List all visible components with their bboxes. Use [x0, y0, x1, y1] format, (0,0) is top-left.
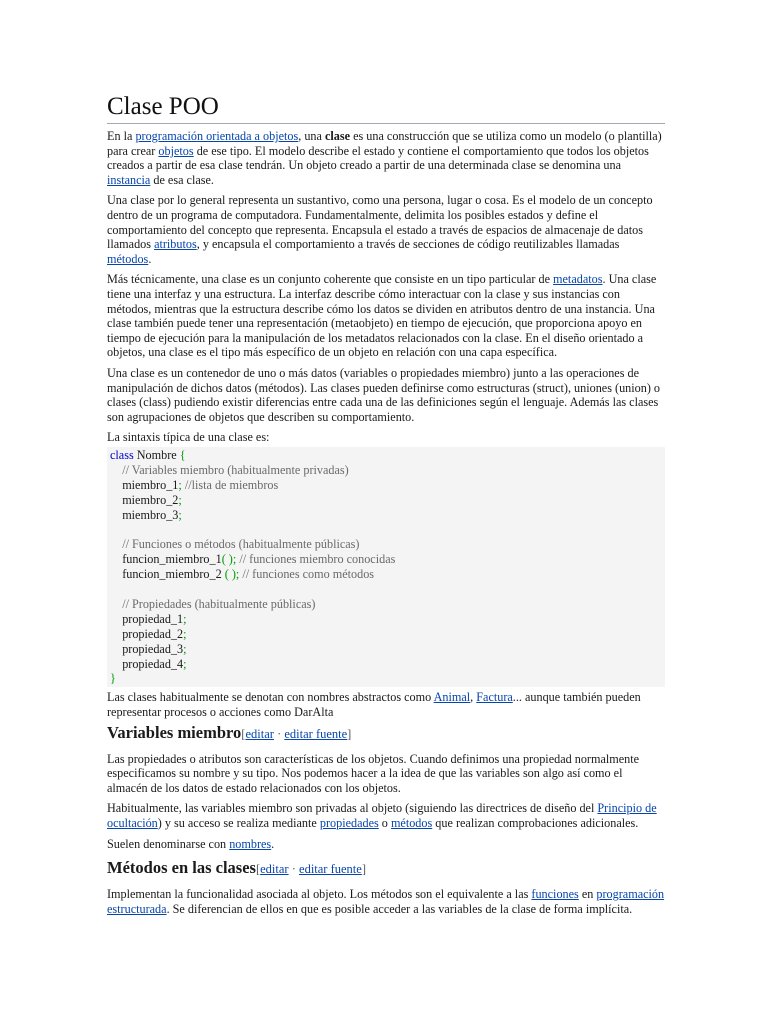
separator: ·: [273, 726, 285, 741]
text: o: [378, 815, 391, 830]
text: Implementan la funcionalidad asociada al objeto. Los métodos son el equivalente a las: [107, 887, 532, 902]
edit-link[interactable]: editar: [260, 862, 289, 877]
link-programacion-estructurada[interactable]: programación estructurada: [107, 887, 665, 916]
code-comment: // funciones como métodos: [239, 567, 375, 582]
text: .: [148, 251, 152, 266]
intro-paragraph: [107, 129, 665, 187]
text: . Se diferencian de ellos en que es posible acceder a las variables de la clase de forma implícita.: [166, 901, 633, 916]
code-text: funcion_miembro_1: [110, 552, 222, 567]
code-text: propiedad_2: [110, 626, 184, 641]
metodos-paragraph-1: [107, 887, 665, 916]
text: ) y su acceso se realiza mediante: [157, 815, 320, 830]
link-nombres[interactable]: nombres: [229, 836, 272, 851]
code-comment: //lista de miembros: [181, 477, 279, 492]
text: , una: [298, 129, 325, 143]
link-factura[interactable]: Factura: [476, 690, 513, 705]
bracket: ]: [347, 726, 352, 741]
code-text: funcion_miembro_2: [110, 567, 225, 582]
code-punct: ;: [178, 507, 182, 522]
link-atributos[interactable]: atributos: [154, 237, 197, 252]
variables-paragraph-1: Las propiedades o atributos son características de los objetos. Cuando definimos una propiedad normalmente especificamos su nombre y su tipo. Nos podemos hacer a la idea de que las variables son algo así como el almacén de los datos de estado relacionados con los objetos.: [107, 751, 640, 795]
bracket: ]: [361, 862, 366, 877]
link-objetos[interactable]: objetos: [158, 143, 194, 158]
edit-source-link[interactable]: editar fuente: [299, 862, 362, 877]
text: ,: [470, 690, 477, 705]
link-propiedades[interactable]: propiedades: [319, 815, 379, 830]
text: ... aunque también pueden representar procesos o acciones como DarAlta: [107, 690, 641, 719]
text: Las clases habitualmente se denotan con nombres abstractos como: [107, 690, 434, 705]
page-title: Clase POO: [107, 93, 219, 120]
paragraph-6: [107, 690, 665, 719]
variables-paragraph-2: [107, 801, 665, 830]
text: Suelen denominarse con: [107, 836, 230, 851]
article: [107, 92, 665, 922]
code-punct: ( );: [224, 567, 240, 582]
code-text: miembro_2: [110, 492, 179, 507]
paragraph-3: [107, 272, 665, 360]
text: En la: [107, 129, 136, 143]
code-punct: ( );: [221, 552, 237, 567]
variables-paragraph-3: [107, 837, 665, 852]
code-text: Nombre: [133, 447, 180, 462]
code-punct: ;: [178, 492, 182, 507]
text: Una clase por lo general representa un sustantivo, como una persona, lugar o cosa. Es el modelo de un concepto dentro de un programa de computadora. Fundamentalmente, delimita los posibles estados y define el comportamiento del concepto que representa. Encapsula el estado a través de espacios de almacenaje de datos llamados: [107, 193, 653, 252]
code-text: miembro_1: [110, 477, 179, 492]
bold-term-clase: clase: [324, 129, 351, 143]
text: , y encapsula el comportamiento a través de secciones de código reutilizables llamadas: [196, 237, 620, 252]
code-comment: // Funciones o métodos (habitualmente públicas): [110, 537, 360, 552]
text: de esa clase.: [150, 172, 214, 187]
link-metodos-2[interactable]: métodos: [390, 815, 433, 830]
heading-text: Variables miembro: [107, 722, 242, 742]
section-heading-variables-miembro: [107, 722, 665, 745]
bracket: [: [255, 862, 261, 877]
text: Habitualmente, las variables miembro son privadas al objeto (siguiendo las directrices de diseño del: [107, 801, 598, 816]
syntax-intro: La sintaxis típica de una clase es:: [107, 430, 270, 445]
separator: ·: [288, 862, 300, 877]
code-punct: ;: [183, 641, 187, 656]
text: de ese tipo. El modelo describe el estado y contiene el comportamiento que todos los objetos creados a partir de esa clase tendrán. Un objeto creado a partir de una determinada clase se denomina una: [107, 143, 649, 173]
paragraph-2: [107, 193, 665, 266]
code-text: propiedad_4: [110, 656, 184, 671]
code-block: [107, 447, 665, 688]
edit-section-links: [241, 727, 351, 741]
paragraph-4: Una clase es un contenedor de uno o más datos (variables o propiedades miembro) junto a las operaciones de manipulación de dichos datos (métodos). Las clases pueden definirse como estructuras (struct), uniones (union) o clases (class) pudiendo existir diferencias entre cada una de las definiciones según el lenguaje. Además las clases son agrupaciones de objetos que describen su comportamiento.: [107, 365, 661, 424]
code-text: propiedad_1: [110, 611, 184, 626]
code-punct: {: [179, 447, 186, 462]
heading-text: Métodos en las clases: [107, 858, 256, 878]
code-comment: // Propiedades (habitualmente públicas): [110, 596, 316, 611]
link-funciones[interactable]: funciones: [531, 887, 579, 902]
code-keyword: class: [110, 447, 134, 462]
bracket: [: [241, 726, 246, 741]
code-punct: ;: [183, 656, 187, 671]
link-metodos[interactable]: métodos: [107, 251, 149, 266]
code-text: propiedad_3: [110, 641, 184, 656]
code-punct: ;: [183, 611, 187, 626]
text: que realizan comprobaciones adicionales.: [432, 815, 639, 830]
code-punct: }: [110, 671, 116, 686]
edit-link[interactable]: editar: [245, 726, 274, 741]
link-principio-de-ocultacion[interactable]: Principio de ocultación: [107, 801, 657, 830]
edit-source-link[interactable]: editar fuente: [284, 726, 348, 741]
link-metadatos[interactable]: metadatos: [553, 272, 603, 287]
text: en: [578, 887, 597, 902]
link-animal[interactable]: Animal: [433, 690, 471, 705]
code-comment: // funciones miembro conocidas: [236, 552, 396, 567]
code-text: miembro_3: [110, 507, 179, 522]
text: .: [271, 836, 275, 851]
edit-section-links: [256, 862, 366, 876]
text: . Una clase tiene una interfaz y una estructura. La interfaz describe cómo interactuar con la clase y sus instancias con métodos, mientras que la estructura describe cómo los datos se dividen en atributos dentro de una instancia. Una clase también puede tener una representación (metaobjeto) en tiempo de ejecución, que proporciona apoyo en tiempo de ejecución para la manipulación de los metadatos relacionados con la clase. En el diseño orientado a objetos, una clase es el tipo más específico de un objeto en relación con una capa específica.: [107, 272, 657, 360]
code-punct: ;: [183, 626, 187, 641]
text: es una construcción que se utiliza como un modelo (o plantilla) para crear: [107, 129, 662, 158]
link-programacion-orientada-a-objetos[interactable]: programación orientada a objetos: [135, 129, 299, 143]
title-divider: [107, 123, 665, 124]
code-comment: // Variables miembro (habitualmente privadas): [110, 462, 349, 477]
section-heading-metodos-en-las-clases: [107, 857, 665, 880]
text: Más técnicamente, una clase es un conjunto coherente que consiste en un tipo particular de: [107, 272, 554, 287]
link-instancia[interactable]: instancia: [107, 172, 151, 187]
code-punct: ;: [178, 477, 182, 492]
